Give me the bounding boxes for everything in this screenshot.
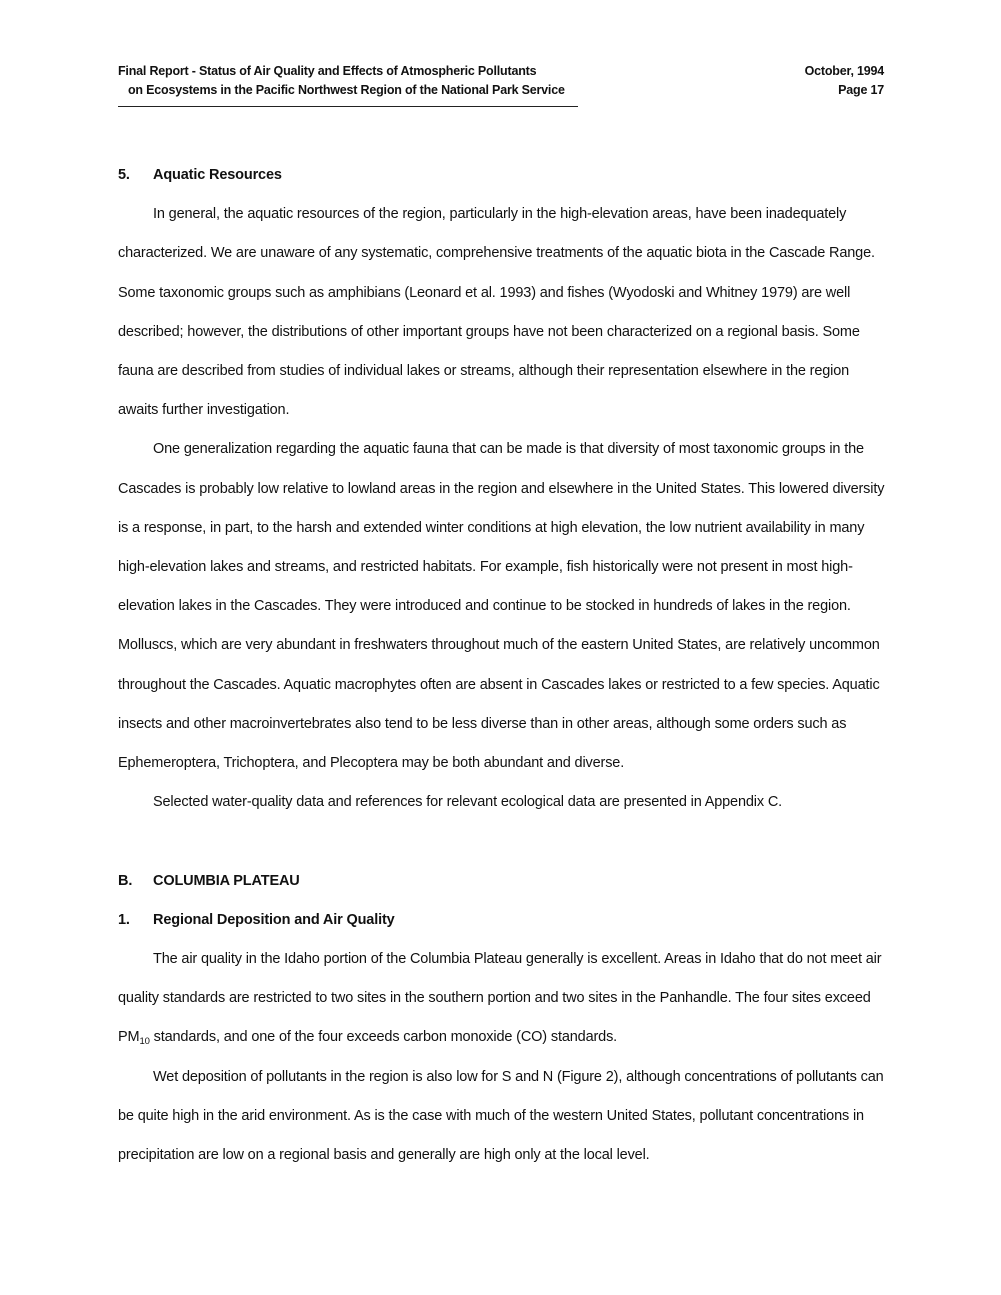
paragraph: Selected water-quality data and references for relevant ecological data are presented in Appendix C. [153, 794, 783, 811]
section-title: COLUMBIA PLATEAU [153, 872, 300, 889]
paragraph: One generalization regarding the aquatic fauna that can be made is that diversity of most taxonomic groups in the Cascades is probably low relative to lowland areas in the region and elsewhere in the United States. This lowered diversity is a response, in part, to the harsh and extended winter conditions at high elevation, the low nutrient availability in many high-elevation lakes and streams, and restricted habitats. For example, fish historically were not present in most high-elevation lakes in the Cascades. They were introduced and continue to be stocked in hundreds of lakes in the region. Molluscs, which are very abundant in freshwaters throughout much of the eastern United States, are relatively uncommon throughout the Cascades. Aquatic macrophytes often are absent in Cascades lakes or restricted to a few species. Aquatic insects and other macroinvertebrates also tend to be less diverse than in other areas, although some orders such as Ephemeroptera, Trichoptera, and Plecoptera may be both abundant and diverse. [118, 441, 885, 772]
paragraph-text: standards, and one of the four exceeds carbon monoxide (CO) standards. [149, 1029, 618, 1046]
paragraph: Wet deposition of pollutants in the region is also low for S and N (Figure 2), although concentrations of pollutants can be quite high in the arid environment. As is the case with much of the western United States, pollutant concentrations in precipitation are low on a regional basis and generally are high only at the local level. [118, 1068, 884, 1164]
paragraph [118, 940, 886, 1058]
page-number: Page 17 [838, 83, 884, 97]
report-title [118, 62, 598, 100]
report-title-line1: Final Report - Status of Air Quality and Effects of Atmospheric Pollutants [118, 64, 537, 78]
section-number: B. [118, 872, 133, 889]
header-meta [805, 62, 884, 100]
section-spacer [118, 822, 886, 861]
paragraph-text: The air quality in the Idaho portion of the Columbia Plateau generally is excellent. Areas in Idaho that do not meet air quality standards are restricted to two sites in the southern portion and two sites in the Panhandle. The four sites exceed PM [118, 951, 882, 1046]
section-heading-columbia-plateau [118, 862, 886, 901]
document-body [118, 156, 886, 1175]
section-heading-aquatic-resources [118, 156, 886, 195]
report-date: October, 1994 [804, 64, 884, 78]
paragraph: In general, the aquatic resources of the region, particularly in the high-elevation areas, have been inadequately characterized. We are unaware of any systematic, comprehensive treatments of the aquatic biota in the Cascade Range. Some taxonomic groups such as amphibians (Leonard et al. 1993) and fishes (Wyodoski and Whitney 1979) are well described; however, the distributions of other important groups have not been characterized on a regional basis. Some fauna are described from studies of individual lakes or streams, although their representation elsewhere in the region awaits further investigation. [118, 206, 875, 419]
section-title: Regional Deposition and Air Quality [153, 911, 395, 928]
subscript: 10 [139, 1036, 150, 1048]
header-divider [118, 106, 578, 107]
report-title-line2: on Ecosystems in the Pacific Northwest Region of the National Park Service [128, 83, 565, 97]
section-title: Aquatic Resources [153, 167, 282, 183]
section-number: 5. [118, 167, 130, 183]
section-number: 1. [118, 911, 130, 928]
section-heading-regional-deposition [118, 901, 886, 940]
